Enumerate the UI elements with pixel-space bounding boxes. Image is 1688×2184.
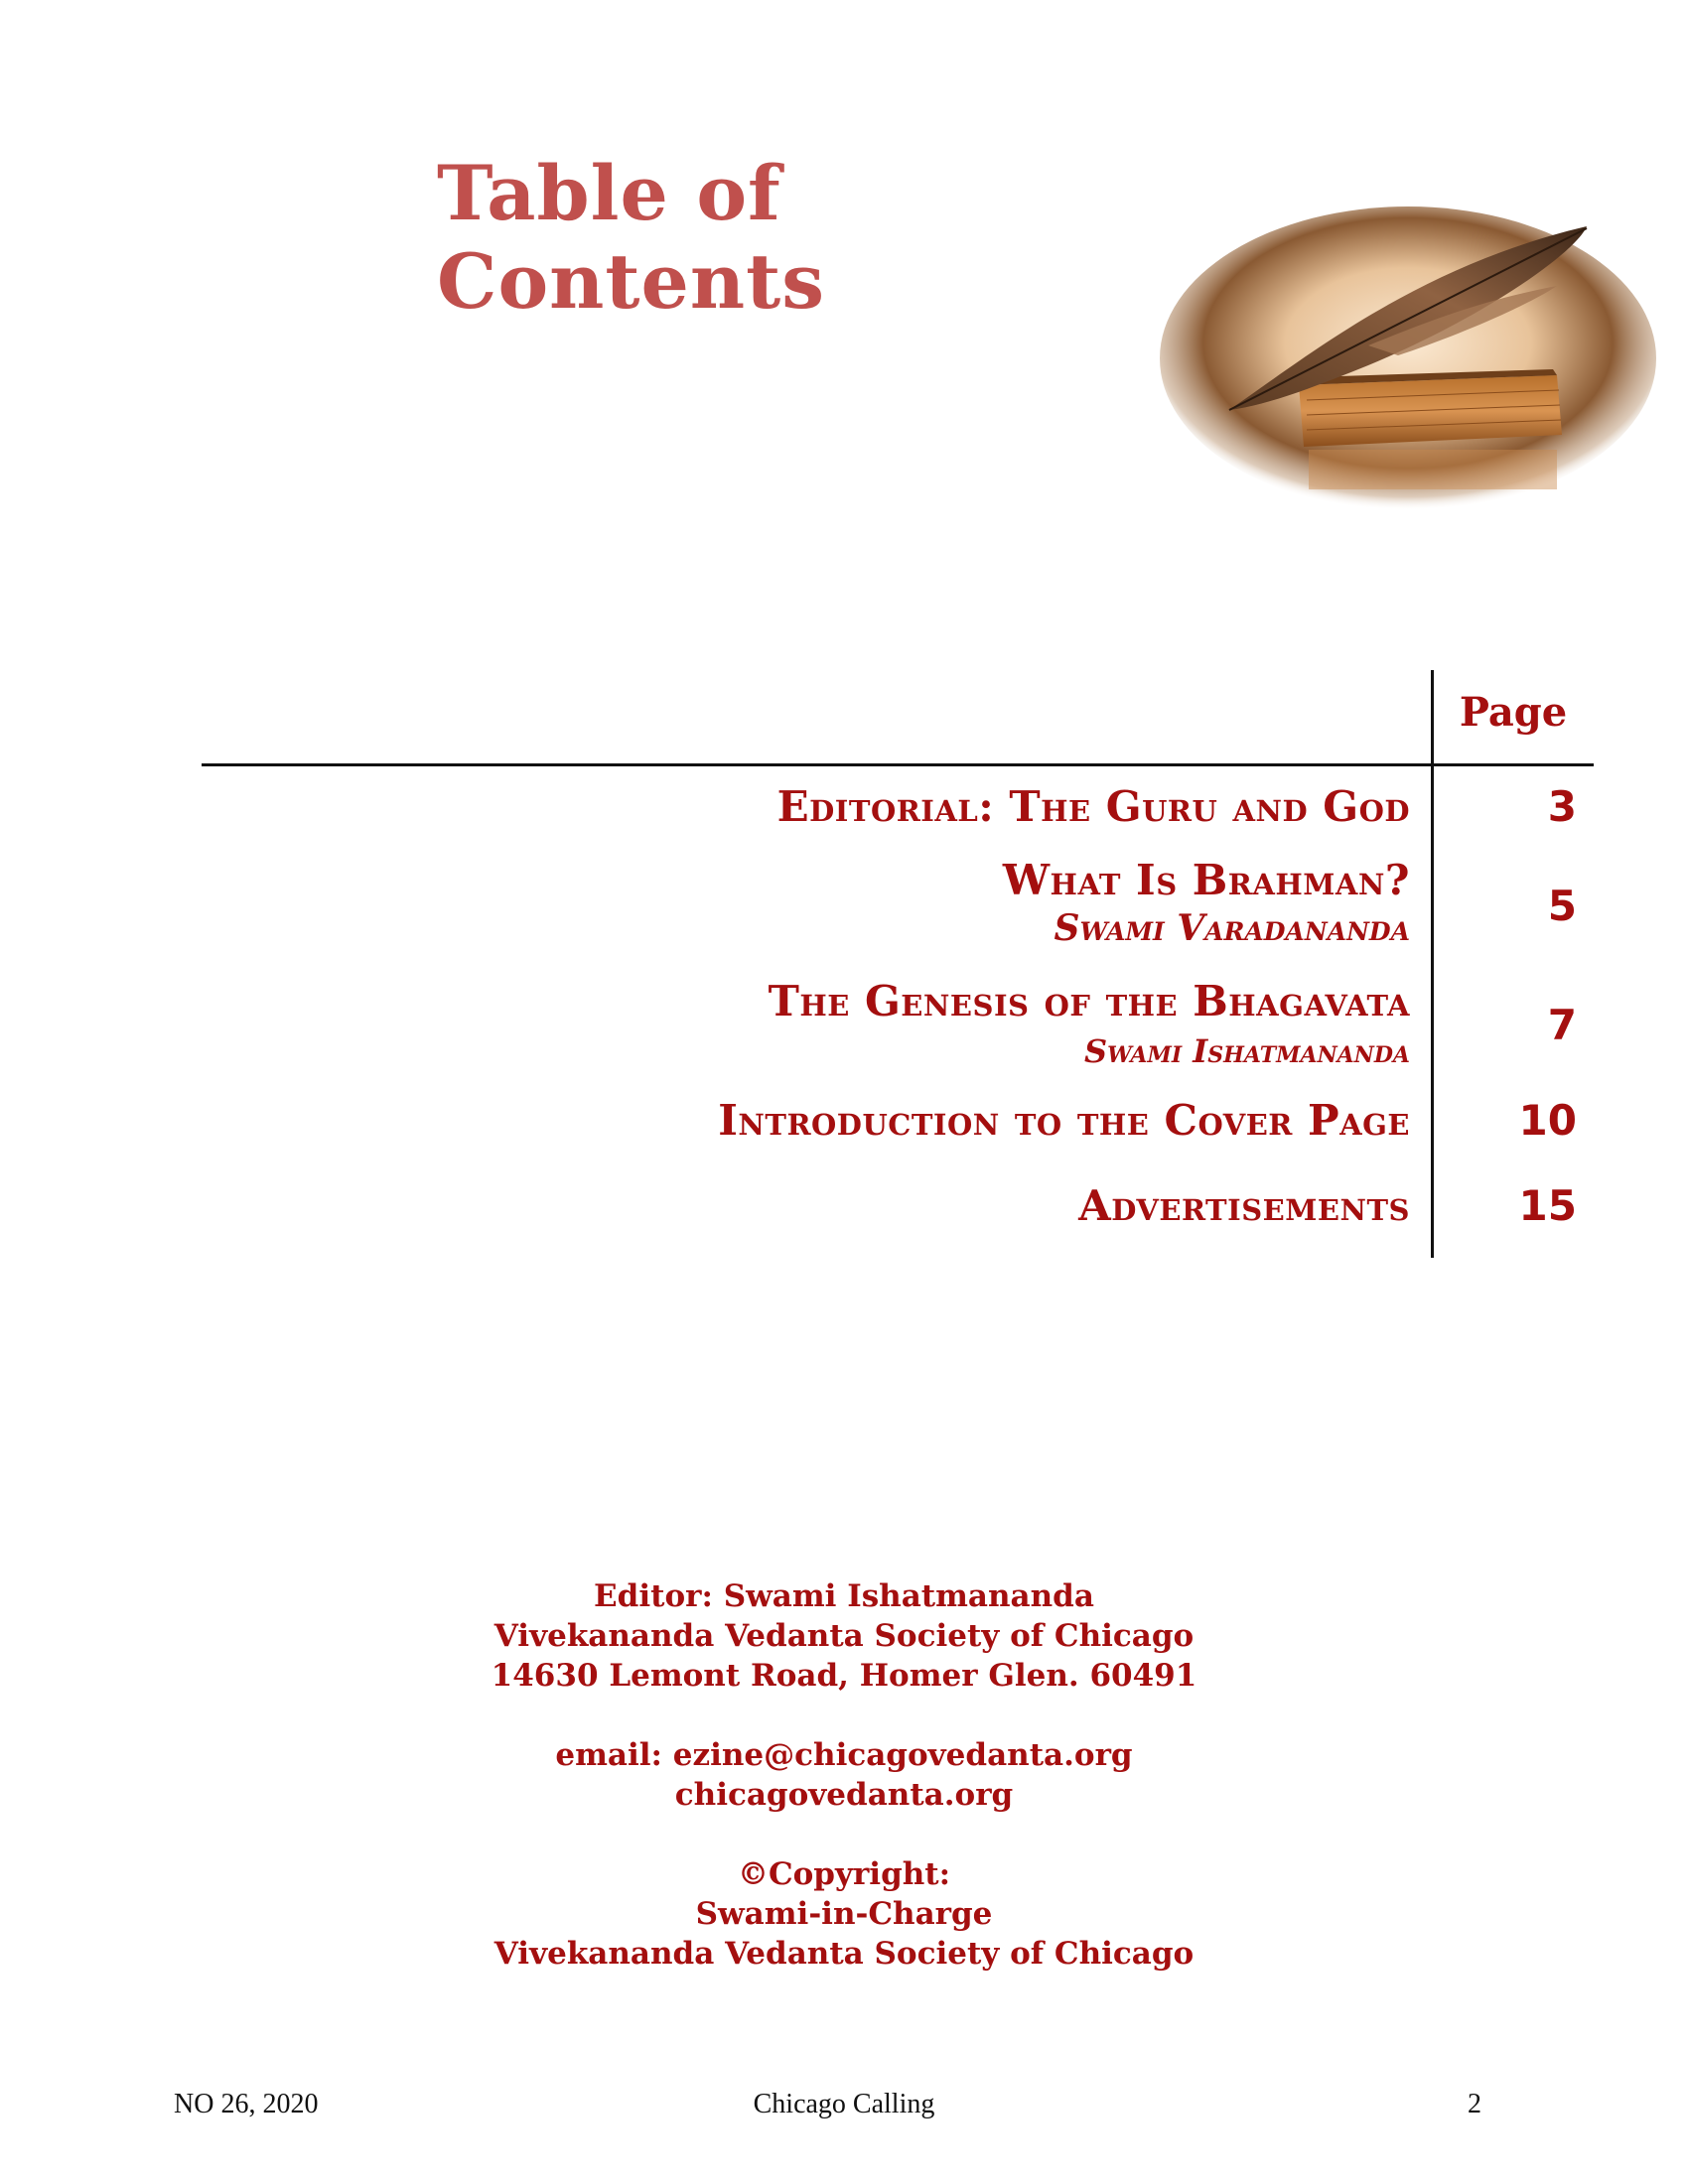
footer-publication: Chicago Calling bbox=[753, 2089, 935, 2119]
toc-page-heading: Page bbox=[1459, 689, 1568, 736]
toc-entry-title[interactable]: The Genesis of the Bhagavata bbox=[768, 977, 1410, 1025]
toc-entry-author: Swami Ishatmananda bbox=[1084, 1032, 1410, 1070]
credits-block bbox=[0, 1576, 1688, 1974]
toc-entry-page[interactable]: 3 bbox=[1547, 782, 1577, 831]
copyright-org: Vivekananda Vedanta Society of Chicago bbox=[493, 1936, 1195, 1972]
toc-entry-page[interactable]: 5 bbox=[1547, 882, 1577, 930]
editor-line: Editor: Swami Ishatmananda bbox=[594, 1578, 1094, 1614]
toc-entry-title[interactable]: Editorial: The Guru and God bbox=[776, 782, 1410, 831]
toc-column-divider bbox=[1431, 670, 1434, 1258]
copyright-line: ©Copyright: bbox=[737, 1856, 951, 1892]
toc-entry-title[interactable]: Introduction to the Cover Page bbox=[718, 1096, 1410, 1145]
toc-entry-page[interactable]: 15 bbox=[1518, 1181, 1577, 1230]
toc-header-rule bbox=[202, 763, 1594, 766]
toc-entry-title[interactable]: What Is Brahman? bbox=[1002, 856, 1410, 904]
toc-entry-title[interactable]: Advertisements bbox=[1078, 1181, 1410, 1230]
page-title: Table of Contents bbox=[437, 149, 826, 326]
footer-issue: NO 26, 2020 bbox=[174, 2089, 319, 2119]
toc-entry-author: Swami Varadananda bbox=[1054, 907, 1410, 949]
copyright-holder: Swami-in-Charge bbox=[695, 1896, 993, 1932]
toc-entry-page[interactable]: 10 bbox=[1518, 1096, 1577, 1145]
footer-page-number: 2 bbox=[1468, 2089, 1481, 2119]
website-link[interactable]: chicagovedanta.org bbox=[674, 1777, 1014, 1813]
toc-entry-page[interactable]: 7 bbox=[1547, 1001, 1577, 1049]
quill-and-book-image bbox=[1160, 206, 1656, 510]
email-link[interactable]: email: ezine@chicagovedanta.org bbox=[555, 1737, 1133, 1773]
org-line: Vivekananda Vedanta Society of Chicago bbox=[493, 1618, 1195, 1654]
address-line: 14630 Lemont Road, Homer Glen. 60491 bbox=[491, 1658, 1197, 1694]
